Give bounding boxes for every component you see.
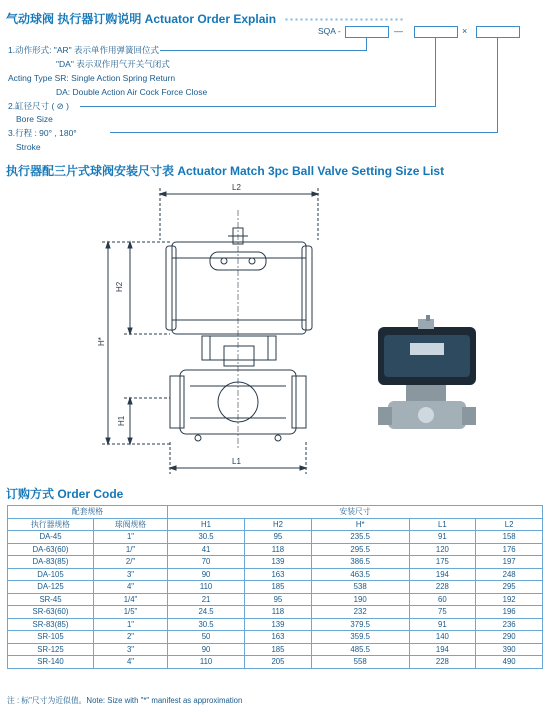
table-cell: DA-125 <box>8 581 94 594</box>
table-group-header: 安装尺寸 <box>168 506 543 519</box>
table-cell: 1/4" <box>94 593 168 606</box>
table-cell: 90 <box>168 643 245 656</box>
table-cell: 205 <box>245 656 312 669</box>
table-cell: 558 <box>311 656 409 669</box>
table-cell: 485.5 <box>311 643 409 656</box>
table-row <box>8 593 543 606</box>
table-cell: 4" <box>94 656 168 669</box>
table-row <box>8 643 543 656</box>
table-cell: 295 <box>476 581 543 594</box>
table-cell: 194 <box>409 643 476 656</box>
table-cell: 185 <box>245 643 312 656</box>
explain-line: "DA" 表示双作用气开关气闭式 <box>56 59 170 69</box>
connector <box>435 38 436 106</box>
connector <box>497 38 498 132</box>
table-cell: 4" <box>94 581 168 594</box>
table-column-header: H* <box>311 518 409 531</box>
table-cell: 91 <box>409 531 476 544</box>
connector <box>80 106 436 107</box>
table-cell: 50 <box>168 631 245 644</box>
table-cell: DA-105 <box>8 568 94 581</box>
table-cell: 90 <box>168 568 245 581</box>
table-cell: 110 <box>168 581 245 594</box>
section-title-setting-size: 执行器配三片式球阀安装尺寸表 Actuator Match 3pc Ball Valve Setting Size List <box>6 164 445 178</box>
section-title-order-explain: 气动球阀 执行器订购说明 Actuator Order Explain <box>6 10 404 27</box>
section-title-order-code: 订购方式 Order Code <box>6 487 124 501</box>
actuator-valve-photo <box>370 315 490 440</box>
explain-line: 2.缸径尺寸 ( ⊘ ) <box>8 101 69 111</box>
table-cell: 75 <box>409 606 476 619</box>
table-cell: 60 <box>409 593 476 606</box>
table-cell: 21 <box>168 593 245 606</box>
table-cell: 118 <box>245 606 312 619</box>
explain-line: 3.行程 : 90° , 180° <box>8 128 77 138</box>
table-cell: 95 <box>245 531 312 544</box>
table-row <box>8 606 543 619</box>
code-box-bore-size <box>414 26 458 38</box>
table-cell: 228 <box>409 581 476 594</box>
table-cell: DA-83(85) <box>8 556 94 569</box>
table-cell: 235.5 <box>311 531 409 544</box>
table-column-header: H1 <box>168 518 245 531</box>
table-column-header: 球阀规格 <box>94 518 168 531</box>
table-cell: 3" <box>94 568 168 581</box>
table-cell: 118 <box>245 543 312 556</box>
table-cell: SR-105 <box>8 631 94 644</box>
table-column-header: L2 <box>476 518 543 531</box>
dim-label-l1: L1 <box>232 457 241 466</box>
explain-line: 1.动作形式: "AR" 表示单作用弹簧回位式 <box>8 45 160 55</box>
table-cell: 248 <box>476 568 543 581</box>
table-cell: 139 <box>245 556 312 569</box>
table-cell: 463.5 <box>311 568 409 581</box>
table-cell: 228 <box>409 656 476 669</box>
title-dots <box>284 17 404 23</box>
table-cell: 185 <box>245 581 312 594</box>
table-row <box>8 581 543 594</box>
table-cell: 2" <box>94 631 168 644</box>
dim-label-h2: H2 <box>115 281 124 292</box>
code-prefix: SQA - <box>318 26 341 36</box>
table-row <box>8 531 543 544</box>
table-row <box>8 631 543 644</box>
explain-line: Acting Type SR: Single Action Spring Return <box>8 73 176 83</box>
connector <box>366 38 367 50</box>
table-row <box>8 568 543 581</box>
table-cell: 1/5" <box>94 606 168 619</box>
table-cell: 1" <box>94 531 168 544</box>
table-cell: 3" <box>94 643 168 656</box>
table-cell: 1" <box>94 618 168 631</box>
table-cell: 194 <box>409 568 476 581</box>
table-cell: 386.5 <box>311 556 409 569</box>
table-cell: 190 <box>311 593 409 606</box>
explain-line: Bore Size <box>16 114 53 124</box>
connector <box>110 132 498 133</box>
explain-line: Stroke <box>16 142 41 152</box>
table-cell: 232 <box>311 606 409 619</box>
table-cell: 2/" <box>94 556 168 569</box>
dim-label-h1: H1 <box>117 415 126 426</box>
table-cell: 139 <box>245 618 312 631</box>
table-cell: 120 <box>409 543 476 556</box>
table-cell: 538 <box>311 581 409 594</box>
table-cell: 24.5 <box>168 606 245 619</box>
code-times: × <box>462 26 468 36</box>
code-box-acting-type <box>345 26 389 38</box>
table-column-header: H2 <box>245 518 312 531</box>
table-cell: 41 <box>168 543 245 556</box>
table-cell: 176 <box>476 543 543 556</box>
table-cell: SR-140 <box>8 656 94 669</box>
table-cell: 1/" <box>94 543 168 556</box>
table-cell: 196 <box>476 606 543 619</box>
table-cell: 236 <box>476 618 543 631</box>
table-cell: SR-45 <box>8 593 94 606</box>
table-cell: DA-45 <box>8 531 94 544</box>
dim-label-l2: L2 <box>232 183 241 192</box>
explain-line: DA: Double Action Air Cock Force Close <box>56 87 208 97</box>
valve-dimension-drawing <box>97 180 360 480</box>
table-cell: SR-125 <box>8 643 94 656</box>
table-cell: SR-63(60) <box>8 606 94 619</box>
table-cell: 110 <box>168 656 245 669</box>
table-row <box>8 556 543 569</box>
table-cell: 175 <box>409 556 476 569</box>
table-cell: 490 <box>476 656 543 669</box>
table-cell: 30.5 <box>168 618 245 631</box>
table-cell: 197 <box>476 556 543 569</box>
table-row <box>8 656 543 669</box>
table-cell: 140 <box>409 631 476 644</box>
table-cell: 192 <box>476 593 543 606</box>
footnote: 注 : 标"尺寸为近似值。Note: Size with "*" manifest as approximation <box>7 696 243 705</box>
code-dash: — <box>394 26 403 36</box>
table-column-header: L1 <box>409 518 476 531</box>
table-cell: 379.5 <box>311 618 409 631</box>
table-cell: 290 <box>476 631 543 644</box>
table-cell: 359.5 <box>311 631 409 644</box>
table-cell: 95 <box>245 593 312 606</box>
code-box-stroke <box>476 26 520 38</box>
table-column-header: 执行器规格 <box>8 518 94 531</box>
table-cell: 91 <box>409 618 476 631</box>
table-cell: 30.5 <box>168 531 245 544</box>
size-table <box>7 505 543 669</box>
connector <box>160 50 367 51</box>
table-cell: SR-83(85) <box>8 618 94 631</box>
table-cell: 390 <box>476 643 543 656</box>
table-cell: 295.5 <box>311 543 409 556</box>
dim-label-h: H* <box>97 337 106 346</box>
table-cell: DA-63(60) <box>8 543 94 556</box>
table-cell: 163 <box>245 568 312 581</box>
table-cell: 163 <box>245 631 312 644</box>
table-cell: 70 <box>168 556 245 569</box>
table-cell: 158 <box>476 531 543 544</box>
table-group-header: 配套规格 <box>8 506 168 519</box>
table-row <box>8 543 543 556</box>
table-row <box>8 618 543 631</box>
